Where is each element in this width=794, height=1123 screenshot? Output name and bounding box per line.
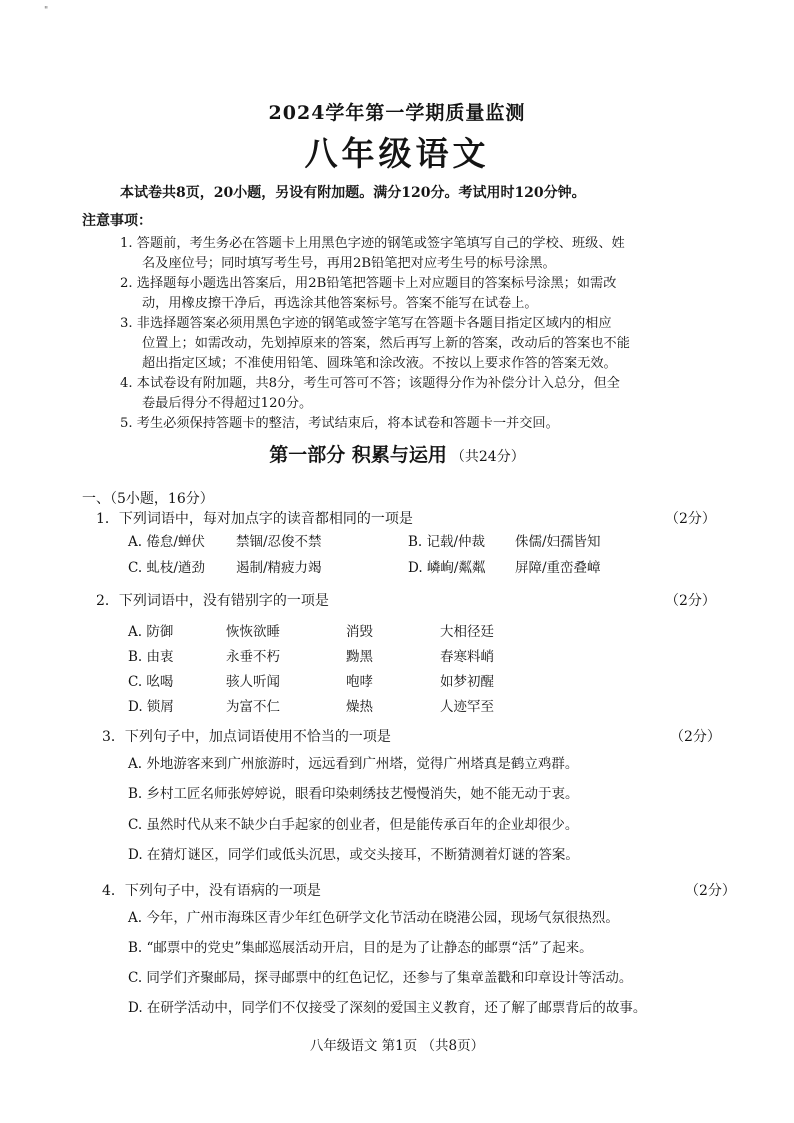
- q2-option: 恢恢欲睡: [226, 624, 280, 640]
- q2-option: B. 由衷: [128, 649, 174, 665]
- q2-option: 春寒料峭: [440, 649, 494, 665]
- q1-option: 遏制/精疲力竭: [236, 560, 322, 576]
- q3-stem: 3．下列句子中，加点词语使用不恰当的一项是: [102, 729, 391, 745]
- q3-option: D. 在猜灯谜区，同学们或低头沉思，或交头接耳，不断猜测着灯谜的答案。: [128, 847, 579, 863]
- q3-option: C. 虽然时代从来不缺少白手起家的创业者，但是能传承百年的企业却很少。: [128, 817, 579, 833]
- q1-stem: 1．下列词语中，每对加点字的读音都相同的一项是: [96, 511, 413, 527]
- q4-score: （2分）: [685, 883, 736, 899]
- note-line: 2. 选择题每小题选出答案后，用2B铅笔把答题卡上对应题目的答案标号涂黑；如需改: [120, 276, 617, 291]
- q2-option: 咆哮: [346, 674, 373, 690]
- q2-option: C. 吆喝: [128, 674, 174, 690]
- q1-option: D. 嶙峋/粼粼: [408, 560, 486, 576]
- exam-subject: 八年级语文: [304, 134, 490, 173]
- q3-option: A. 外地游客来到广州旅游时，远远看到广州塔，觉得广州塔真是鹤立鸡群。: [128, 756, 579, 772]
- note-line: 位置上；如需改动，先划掉原来的答案，然后再写上新的答案，改动后的答案也不能: [142, 336, 630, 351]
- q2-option: 大相径廷: [440, 624, 494, 640]
- notes-heading: 注意事项：: [82, 213, 152, 229]
- q2-option: 如梦初醒: [440, 674, 494, 690]
- q4-option: C. 同学们齐聚邮局，探寻邮票中的红色记忆，还参与了集章盖戳和印章设计等活动。: [128, 970, 633, 986]
- note-line: 5. 考生必须保持答题卡的整洁，考试结束后，将本试卷和答题卡一并交回。: [120, 416, 559, 431]
- note-line: 4. 本试卷设有附加题，共8分，考生可答可不答；该题得分作为补偿分计入总分，但全: [120, 376, 620, 391]
- q1-option: 禁锢/忍俊不禁: [236, 534, 322, 550]
- note-line: 名及座位号；同时填写考生号，再用2B铅笔把对应考生号的标号涂黑。: [142, 256, 556, 271]
- q2-option: 黝黑: [346, 649, 373, 665]
- corner-mark: ": [44, 6, 49, 16]
- note-line: 超出指定区域；不准使用铅笔、圆珠笔和涂改液。不按以上要求作答的答案无效。: [142, 356, 617, 371]
- q2-option: A. 防御: [128, 624, 174, 640]
- q2-option: 人迹罕至: [440, 699, 494, 715]
- q4-option: A. 今年，广州市海珠区青少年红色研学文化节活动在晓港公园，现场气氛很热烈。: [128, 910, 619, 926]
- part-one-heading: 一、（5小题，16分）: [82, 491, 214, 507]
- q1-option: 屏障/重峦叠嶂: [515, 560, 601, 576]
- q1-option: A. 倦怠/蝉伏: [128, 534, 205, 550]
- note-line: 3. 非选择题答案必须用黑色字迹的钢笔或签字笔写在答题卡各题目指定区域内的相应: [120, 316, 612, 331]
- q2-option: 骇人听闻: [226, 674, 280, 690]
- q1-option: C. 虬枝/遒劲: [128, 560, 205, 576]
- note-line: 动，用橡皮擦干净后，再选涂其他答案标号。答案不能写在试卷上。: [142, 296, 538, 311]
- q2-option: 消毁: [346, 624, 373, 640]
- q2-option: D. 锁屑: [128, 699, 174, 715]
- note-line: 卷最后得分不得超过120分。: [142, 396, 313, 411]
- section-heading: [0, 440, 794, 467]
- q2-option: 为富不仁: [226, 699, 280, 715]
- section-score: （共24分）: [450, 449, 525, 465]
- q2-option: 永垂不朽: [226, 649, 280, 665]
- section-title: 第一部分 积累与运用: [269, 444, 447, 466]
- q4-stem: 4．下列句子中，没有语病的一项是: [102, 883, 321, 899]
- exam-title: 2024学年第一学期质量监测: [268, 102, 526, 124]
- q1-score: （2分）: [665, 511, 716, 527]
- q1-option: 侏儒/妇孺皆知: [515, 534, 601, 550]
- q4-option: D. 在研学活动中，同学们不仅接受了深刻的爱国主义教育，还了解了邮票背后的故事。: [128, 1000, 647, 1016]
- note-line: 1. 答题前，考生务必在答题卡上用黑色字迹的钢笔或签字笔填写自己的学校、班级、姓: [120, 236, 625, 251]
- q1-option: B. 记载/仲裁: [408, 534, 486, 550]
- q2-option: 燥热: [346, 699, 373, 715]
- exam-intro: 本试卷共8页，20小题，另设有附加题。满分120分。考试用时120分钟。: [120, 185, 586, 201]
- q3-option: B. 乡村工匠名师张婷婷说，眼看印染刺绣技艺慢慢消失，她不能无动于衷。: [128, 786, 579, 802]
- q4-option: B. “邮票中的党史”集邮巡展活动开启，目的是为了让静态的邮票“活”了起来。: [128, 940, 593, 956]
- q2-score: （2分）: [665, 593, 716, 609]
- q3-score: （2分）: [670, 729, 721, 745]
- q2-stem: 2．下列词语中，没有错别字的一项是: [96, 593, 329, 609]
- page-footer: 八年级语文 第1页 （共8页）: [309, 1038, 485, 1054]
